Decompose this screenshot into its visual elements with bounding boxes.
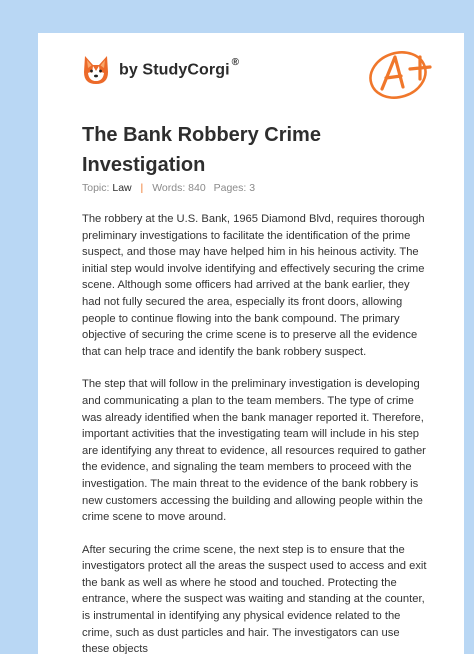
document-meta: [82, 182, 255, 194]
word-count: Words: 840: [152, 182, 206, 194]
brand-name: by StudyCorgi ®: [119, 57, 240, 79]
meta-separator: |: [140, 182, 144, 194]
paragraph: The step that will follow in the preliminary investigation is developing and communicating a plan to the team members. The type of crime was already identified when the bank manager reported it. Therefore, important activities that the investigating team will include in his step are identifying any threat to evidence, all resources required to gather the evidence, and signaling the team members to proceed with the investigation. The main threat to the evidence of the bank robbery is new customers accessing the building and allowing people within the crime scene to move around.: [82, 378, 426, 524]
corgi-logo-icon: [82, 54, 110, 86]
paragraph: The robbery at the U.S. Bank, 1965 Diamond Blvd, requires thorough preliminary investigations to facilitate the identification of the prime suspect, and those may have helped him in his heinous activity. The initial step would involve identifying and effectively securing the crime scene. Although some officers had arrived at the bank earlier, they had not fully secured the area, especially its front doors, allowing people to continue flowing into the bank compound. The primary objective of securing the crime scene is to preserve all the evidence that can help trace and identify the bank robbery suspect.: [82, 213, 425, 358]
essay-body: [82, 211, 427, 654]
a-plus-badge-icon: [364, 43, 440, 101]
brand-logo[interactable]: [82, 52, 239, 88]
paragraph: After securing the crime scene, the next step is to ensure that the investigators protect all the areas the suspect used to access and exit the bank as well as where he stood and touched. Protecting the entrance, where the suspect was waiting and standing at the counter, is instrumental in identifying any physical evidence related to the crime, such as dust particles and hair. The investigators can use these objects: [82, 543, 427, 654]
page-count: Pages: 3: [213, 182, 256, 194]
topic-link[interactable]: Law: [112, 182, 132, 194]
document-page: [38, 33, 464, 654]
topic-label: Topic:: [82, 182, 110, 194]
page-title: The Bank Robbery Crime Investigation: [82, 124, 321, 176]
